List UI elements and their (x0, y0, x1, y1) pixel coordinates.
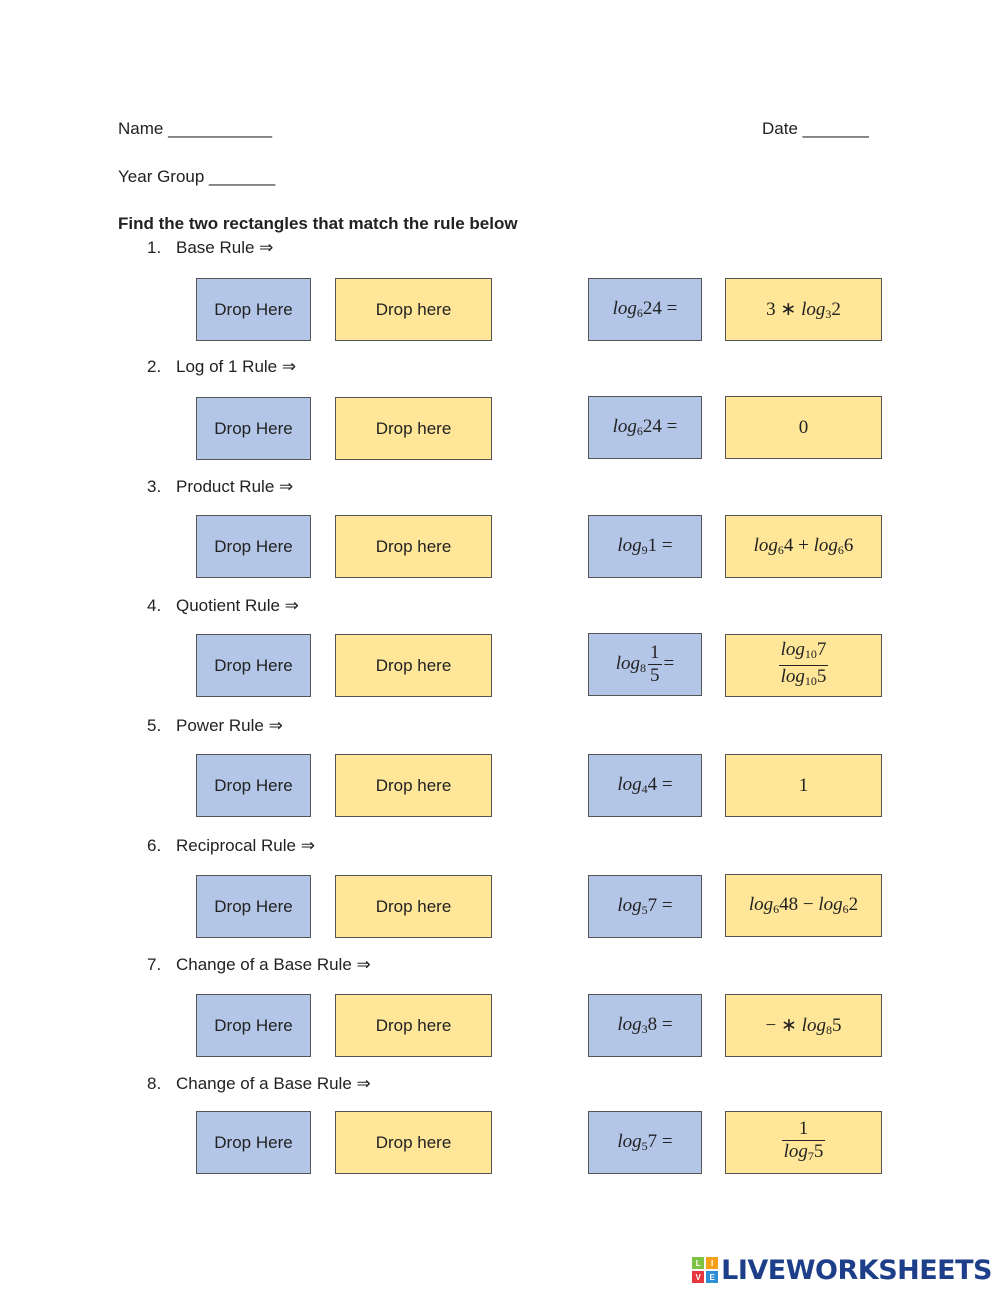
expression-card-yellow[interactable]: 1 (725, 754, 882, 817)
drop-target-blue[interactable]: Drop Here (196, 515, 311, 578)
drop-target-blue[interactable]: Drop Here (196, 1111, 311, 1174)
item-label: 1. Base Rule ⇒ (147, 238, 274, 257)
expression-card-blue[interactable]: $\log_624$ = (588, 278, 702, 341)
expression-card-yellow[interactable]: − ∗ $\log_85$ (725, 994, 882, 1057)
drop-target-yellow[interactable]: Drop here (335, 994, 492, 1057)
drop-target-blue[interactable]: Drop Here (196, 875, 311, 938)
item-label: 2. Log of 1 Rule ⇒ (147, 357, 297, 376)
expression-card-blue[interactable]: $\log_44$ = (588, 754, 702, 817)
drop-target-yellow[interactable]: Drop here (335, 1111, 492, 1174)
expression-card-yellow[interactable]: $\log_648 - \log_62$ (725, 874, 882, 937)
drop-target-yellow[interactable]: Drop here (335, 515, 492, 578)
expression-card-blue[interactable]: $\log_8$ $\frac{1}{5}$ = (588, 633, 702, 696)
drop-target-blue[interactable]: Drop Here (196, 278, 311, 341)
logo-text: LIVEWORKSHEETS (721, 1254, 992, 1286)
item-label: 6. Reciprocal Rule ⇒ (147, 836, 315, 855)
drop-target-blue[interactable]: Drop Here (196, 634, 311, 697)
expression-card-blue[interactable]: $\log_624$ = (588, 396, 702, 459)
liveworksheets-logo (692, 1253, 992, 1287)
item-label: 7. Change of a Base Rule ⇒ (147, 955, 371, 974)
expression-card-blue[interactable]: $\log_57$ = (588, 875, 702, 938)
drop-target-yellow[interactable]: Drop here (335, 754, 492, 817)
drop-target-yellow[interactable]: Drop here (335, 634, 492, 697)
year-group-field: Year Group _______ (118, 167, 276, 186)
drop-target-blue[interactable]: Drop Here (196, 397, 311, 460)
expression-card-blue[interactable]: $\log_38$ = (588, 994, 702, 1057)
logo-blocks-icon: L I V E (692, 1257, 718, 1283)
item-label: 8. Change of a Base Rule ⇒ (147, 1074, 371, 1093)
expression-card-blue[interactable]: $\log_91$ = (588, 515, 702, 578)
item-label: 3. Product Rule ⇒ (147, 477, 294, 496)
item-label: 5. Power Rule ⇒ (147, 716, 283, 735)
expression-card-yellow[interactable]: $\frac{1}{\log_75}$ (725, 1111, 882, 1174)
expression-card-yellow[interactable]: $\log_64 + \log_66$ (725, 515, 882, 578)
drop-target-blue[interactable]: Drop Here (196, 754, 311, 817)
instruction-heading: Find the two rectangles that match the rule below (118, 214, 518, 233)
expression-card-yellow[interactable]: $\frac{\log_{10}7}{\log_{10}5}$ (725, 634, 882, 697)
expression-card-yellow[interactable]: 3 ∗ $\log_32$ (725, 278, 882, 341)
expression-card-yellow[interactable]: 0 (725, 396, 882, 459)
name-field: Name ___________ (118, 119, 273, 138)
drop-target-yellow[interactable]: Drop here (335, 397, 492, 460)
expression-card-blue[interactable]: $\log_57$ = (588, 1111, 702, 1174)
drop-target-yellow[interactable]: Drop here (335, 875, 492, 938)
date-field: Date _______ (762, 119, 869, 138)
drop-target-yellow[interactable]: Drop here (335, 278, 492, 341)
item-label: 4. Quotient Rule ⇒ (147, 596, 299, 615)
drop-target-blue[interactable]: Drop Here (196, 994, 311, 1057)
